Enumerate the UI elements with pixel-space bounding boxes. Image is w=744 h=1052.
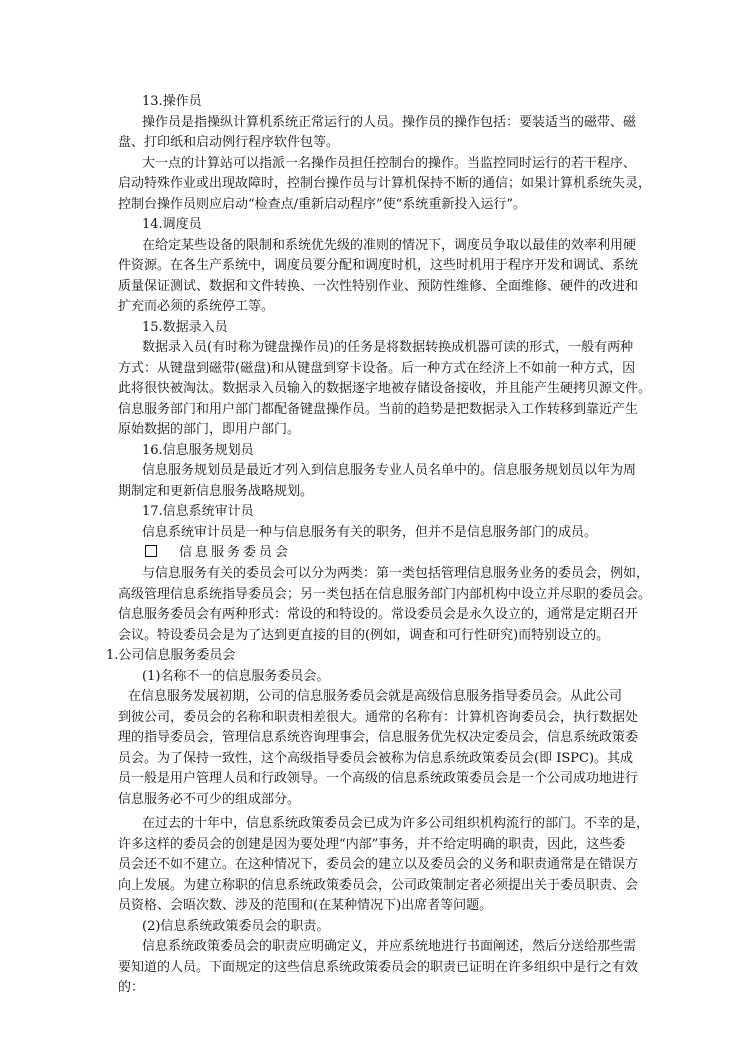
checkbox-icon: [145, 545, 157, 557]
paragraph-line: 信息系统审计员是一种与信息服务有关的职务，但并不是信息服务部门的成员。: [142, 524, 598, 540]
paragraph-line: 信息服务必不可少的组成部分。: [118, 791, 301, 807]
section-14: [118, 215, 638, 318]
subheading-text: 1.公司信息服务委员会: [106, 648, 236, 663]
paragraph-line: 质量保证测试、数据和文件转换、一次性特别作业、预防性维修、全面维修、硬件的改进和: [118, 278, 639, 294]
paragraph-line: 数据录入员(有时称为键盘操作员)的任务是将数据转换成机器可读的形式，一般有两种: [142, 340, 634, 355]
section-16-title: 16.信息服务规划员: [142, 442, 254, 458]
paragraph-line: 到彼公司，委员会的名称和职责相差很大。通常的名称有：计算机咨询委员会，执行数据处: [118, 709, 639, 725]
section-16: [118, 441, 638, 503]
paragraph-line: 控制台操作员则应启动“检查点/重新启动程序”使“系统重新投入运行”。: [118, 196, 526, 212]
paragraph-line: 员一般是用户管理人员和行政领导。一个高级的信息系统政策委员会是一个公司成功地进行: [118, 771, 639, 786]
paragraph-line: 在过去的十年中，信息系统政策委员会已成为许多公司组织机构流行的部门。不幸的是，: [142, 816, 650, 831]
paragraph-line: 操作员是指操纵计算机系统正常运行的人员。操作员的操作包括：要装适当的磁带、磁: [142, 114, 637, 130]
paragraph-line: 件资源。在各生产系统中，调度员要分配和调度时机，这些时机用于程序开发和调试、系统: [118, 258, 639, 273]
committee-heading: [145, 543, 291, 564]
paragraph-line: 理的指导委员会，管理信息系统咨询理事会，信息服务优先权决定委员会，信息系统政策委: [118, 730, 639, 745]
paragraph-line: 原始数据的部门，即用户部门。: [118, 422, 301, 437]
paragraph-line: 在信息服务发展初期，公司的信息服务委员会就是高级信息服务指导委员会。从此公司: [128, 689, 623, 704]
committee-intro: [118, 564, 652, 646]
paragraph-line: 许多这样的委员会的创建是因为要处理“内部”事务，并不给定明确的职责，因此，这些委: [118, 836, 626, 852]
paragraph-line: 盘、打印纸和启动例行程序软件包等。: [118, 135, 340, 150]
paragraph-line: 员会还不如不建立。在这种情况下，委员会的建立以及委员会的义务和职责通常是在错误方: [118, 857, 639, 872]
paragraph-line: 在给定某些设备的限制和系统优先级的准则的情况下，调度员争取以最佳的效率利用硬: [142, 237, 637, 253]
section-15: [118, 318, 652, 441]
paragraph-line: 期制定和更新信息服务战略规划。: [118, 483, 314, 499]
paragraph-line: 信息服务部门和用户部门都配备键盘操作员。当前的趋势是把数据录入工作转移到靠近产生: [118, 401, 639, 417]
paragraph-line: 与信息服务有关的委员会可以分为两类：第一类包括管理信息服务业务的委员会，例如，: [142, 566, 650, 581]
paragraph-line: 信息服务规划员是最近才列入到信息服务专业人员名单中的。信息服务规划员以年为周: [142, 463, 637, 478]
section-14-title: 14.调度员: [142, 217, 202, 232]
section-13-title: 13.操作员: [142, 94, 202, 109]
section-15-title: 15.数据录入员: [142, 319, 228, 335]
section-17-title: 17.信息系统审计员: [142, 504, 254, 519]
item-1-title: (1)名称不一的信息服务委员会。: [142, 668, 330, 684]
paragraph-line: 会议。特设委员会是为了达到更直接的目的(例如，调查和可行性研究)而特别设立的。: [118, 627, 610, 643]
section-13: [118, 92, 652, 215]
section-17: [118, 502, 638, 543]
paragraph-line: 员资格、会晤次数、涉及的范围和(在某种情况下)出席者等问题。: [118, 898, 493, 913]
paragraph-line: 大一点的计算站可以指派一名操作员担任控制台的操作。当监控同时运行的若干程序、: [142, 155, 637, 171]
paragraph-line: 信息系统政策委员会的职责应明确定义，并应系统地进行书面阐述，然后分送给那些需: [142, 939, 637, 954]
paragraph-line: 启动特殊作业或出现故障时，控制台操作员与计算机保持不断的通信；如果计算机系统失灵，: [118, 176, 652, 191]
paragraph-line: 要知道的人员。下面规定的这些信息系统政策委员会的职责已证明在许多组织中是行之有效: [118, 959, 639, 975]
paragraph-line: 员会。为了保持一致性，这个高级指导委员会被称为信息系统政策委员会(即 ISPC)。其成: [118, 750, 634, 766]
paragraph-line: 的：: [118, 980, 145, 995]
paragraph-line: 信息服务委员会有两种形式：常设的和特设的。常设委员会是永久设立的，通常是定期召开: [118, 607, 639, 622]
paragraph-line: 方式：从键盘到磁带(磁盘)和从键盘到穿卡设备。后一种方式在经济上不如前一种方式，因: [118, 360, 636, 376]
paragraph-line: 向上发展。为建立称职的信息系统政策委员会，公司政策制定者必须提出关于委员职责、会: [118, 877, 639, 893]
paragraph-line: 高级管理信息系统指导委员会；另一类包括在信息服务部门内部机构中设立并尽职的委员会。: [118, 586, 652, 602]
item-1: [118, 667, 638, 811]
committee-heading-text: 信息服务委员会: [179, 545, 292, 560]
item-1-continued: [118, 814, 650, 917]
item-2-title: (2)信息系统政策委员会的职责。: [142, 918, 330, 934]
subheading-1: [106, 646, 626, 667]
paragraph-line: 此将很快被淘汰。数据录入员输入的数据逐字地被存储设备接收，并且能产生硬拷贝源文件。: [118, 381, 652, 396]
item-2: [118, 917, 638, 999]
paragraph-line: 扩充而必须的系统停工等。: [118, 299, 275, 314]
